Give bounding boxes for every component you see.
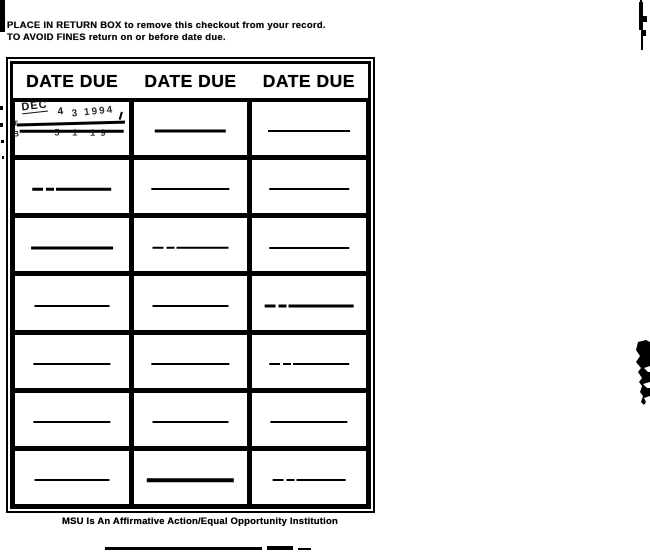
due-cell-rule-line — [153, 421, 228, 423]
scan-artifact-mid-right — [634, 338, 650, 408]
due-cell-r2c2 — [133, 159, 249, 214]
scan-artifact-top-right — [636, 0, 650, 56]
due-cell-rule-line — [271, 421, 348, 423]
footer-text: MSU Is An Affirmative Action/Equal Opportunity Institution — [61, 516, 338, 527]
stamp-month-fragment: DEC — [20, 98, 49, 114]
due-cell-r1c3 — [251, 101, 367, 156]
due-cell-r5c2 — [133, 334, 249, 389]
due-cell-r6c3 — [251, 392, 367, 447]
due-cell-r5c1 — [14, 334, 130, 389]
due-cell-rule-line — [153, 246, 228, 249]
due-cell-r6c2 — [133, 392, 249, 447]
cutoff-line-segment-2 — [267, 546, 293, 550]
due-cell-rule-line — [147, 478, 233, 482]
due-card-grid — [13, 100, 368, 506]
scan-speck-4 — [2, 156, 4, 159]
due-cell-r4c2 — [133, 275, 249, 330]
date-due-header-row — [13, 64, 368, 100]
due-cell-rule-line — [32, 188, 112, 191]
due-cell-r6c1 — [14, 392, 130, 447]
due-cell-r5c3 — [251, 334, 367, 389]
scan-speck-2 — [0, 123, 3, 127]
due-cell-rule-line — [34, 305, 109, 307]
date-due-header-1: DATE DUE — [26, 70, 119, 91]
due-cell-rule-line — [273, 479, 346, 481]
due-cell-r7c1 — [14, 450, 130, 505]
due-cell-rule-line — [34, 479, 109, 481]
due-cell-r3c3 — [251, 217, 367, 272]
due-cell-rule-line — [152, 363, 229, 365]
cutoff-line-segment-1 — [105, 547, 262, 550]
stamp-right-tick — [119, 112, 123, 120]
due-cell-r7c2 — [133, 450, 249, 505]
due-cell-rule-line — [269, 363, 349, 365]
due-cell-rule-line — [152, 188, 229, 190]
scan-speck-3 — [1, 140, 4, 143]
date-stamp — [15, 97, 128, 154]
due-cell-rule-line — [155, 130, 225, 133]
due-cell-rule-line — [153, 305, 228, 307]
due-cell-rule-line — [265, 304, 354, 307]
notice-line-1: PLACE IN RETURN BOX to remove this checkout from your record. — [7, 20, 326, 31]
scan-artifact-left-patch — [0, 0, 5, 32]
due-cell-r4c1 — [14, 275, 130, 330]
scan-speck-1 — [0, 106, 3, 110]
stamp-day-fragment: 4 — [56, 105, 64, 118]
due-cell-rule-line — [268, 130, 350, 132]
due-cell-rule-line — [33, 363, 110, 365]
cutoff-line-segment-3 — [298, 548, 311, 550]
due-cell-r2c1 — [14, 159, 130, 214]
due-cell-r4c3 — [251, 275, 367, 330]
due-cell-r3c2 — [133, 217, 249, 272]
due-cell-r2c3 — [251, 159, 367, 214]
due-cell-r3c1 — [14, 217, 130, 272]
stamp-strike-line — [17, 121, 125, 126]
due-cell-rule-line — [269, 188, 349, 190]
stamp-below-fragment: 5 1 19 — [54, 127, 111, 139]
due-cell-rule-line — [33, 421, 110, 423]
date-due-header-3: DATE DUE — [262, 70, 355, 91]
stamp-year-fragment: 3 1994 — [71, 104, 115, 120]
due-cell-rule-line — [31, 246, 113, 249]
notice-line-2: TO AVOID FINES return on or before date due. — [7, 32, 226, 43]
date-due-header-2: DATE DUE — [144, 70, 237, 91]
due-cell-r1c2 — [133, 101, 249, 156]
due-cell-r7c3 — [251, 450, 367, 505]
due-cell-rule-line — [269, 247, 349, 249]
stamp-left-tick: ε — [13, 117, 19, 128]
stamp-left-mark: B — [13, 129, 20, 139]
